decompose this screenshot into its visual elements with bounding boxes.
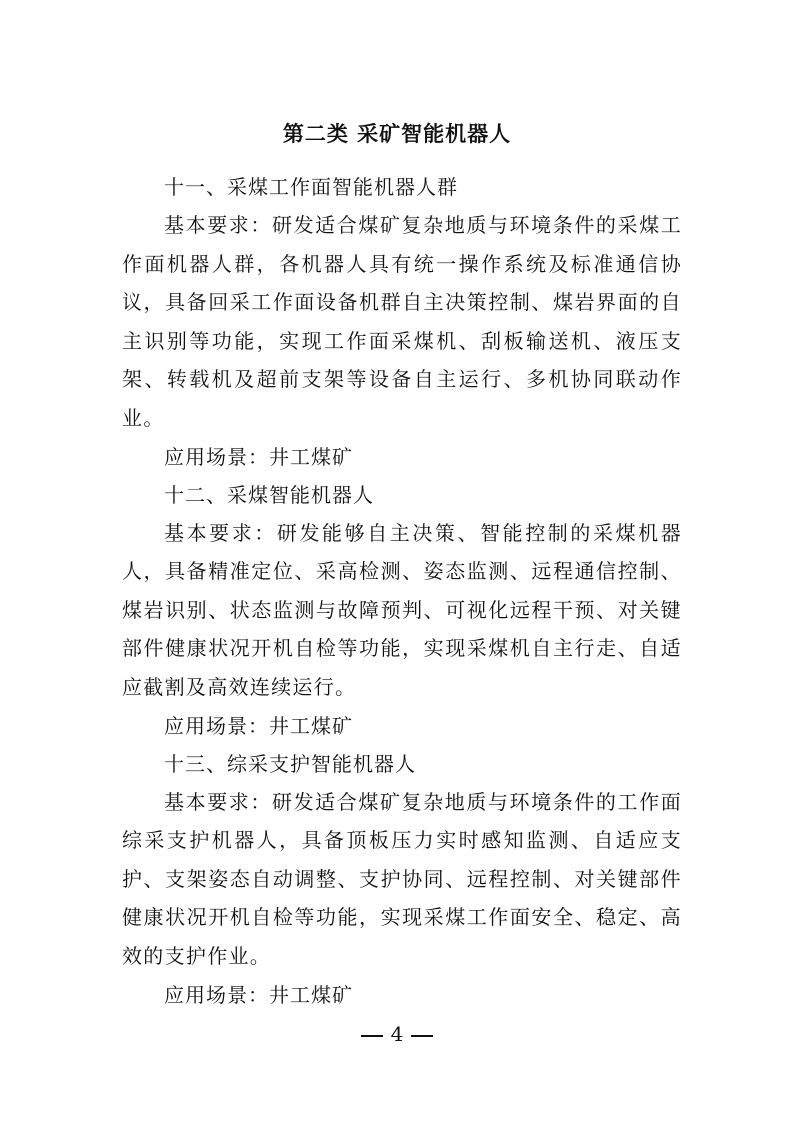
section-12	[122, 476, 682, 745]
section-heading: 十二、采煤智能机器人	[164, 482, 374, 507]
requirement-paragraph: 基本要求：研发适合煤矿复杂地质与环境条件的工作面综采支护机器人，具备顶板压力实时感知监测、自适应支护、支架姿态自动调整、支护协同、远程控制、对关键部件健康状况开机自检等功能，实现采煤工作面安全、稳定、高效的支护作业。	[122, 789, 682, 968]
page-title: 第二类 采矿智能机器人	[282, 121, 512, 146]
document-body	[122, 168, 682, 1014]
page-footer	[0, 1022, 794, 1046]
requirement-paragraph: 基本要求：研发能够自主决策、智能控制的采煤机器人，具备精准定位、采高检测、姿态监测、远程通信控制、煤岩识别、状态监测与故障预判、可视化远程干预、对关键部件健康状况开机自检等功能，实现采煤机自主行走、自适应截割及高效连续运行。	[122, 520, 682, 699]
section-11	[122, 168, 682, 476]
requirement-paragraph: 基本要求：研发适合煤矿复杂地质与环境条件的采煤工作面机器人群，各机器人具有统一操作系统及标准通信协议，具备回采工作面设备机群自主决策控制、煤岩界面的自主识别等功能，实现工作面采煤机、刮板输送机、液压支架、转载机及超前支架等设备自主运行、多机协同联动作业。	[122, 213, 682, 430]
application-scene: 应用场景：井工煤矿	[164, 982, 353, 1007]
application-scene: 应用场景：井工煤矿	[164, 713, 353, 738]
section-heading: 十一、采煤工作面智能机器人群	[164, 175, 458, 199]
footer-dash-right	[411, 1035, 433, 1037]
section-13	[122, 745, 682, 1014]
page-number: 4	[390, 1022, 404, 1046]
footer-dash-left	[361, 1035, 383, 1037]
application-scene: 应用场景：井工煤矿	[164, 444, 353, 469]
section-heading: 十三、综采支护智能机器人	[164, 751, 416, 776]
